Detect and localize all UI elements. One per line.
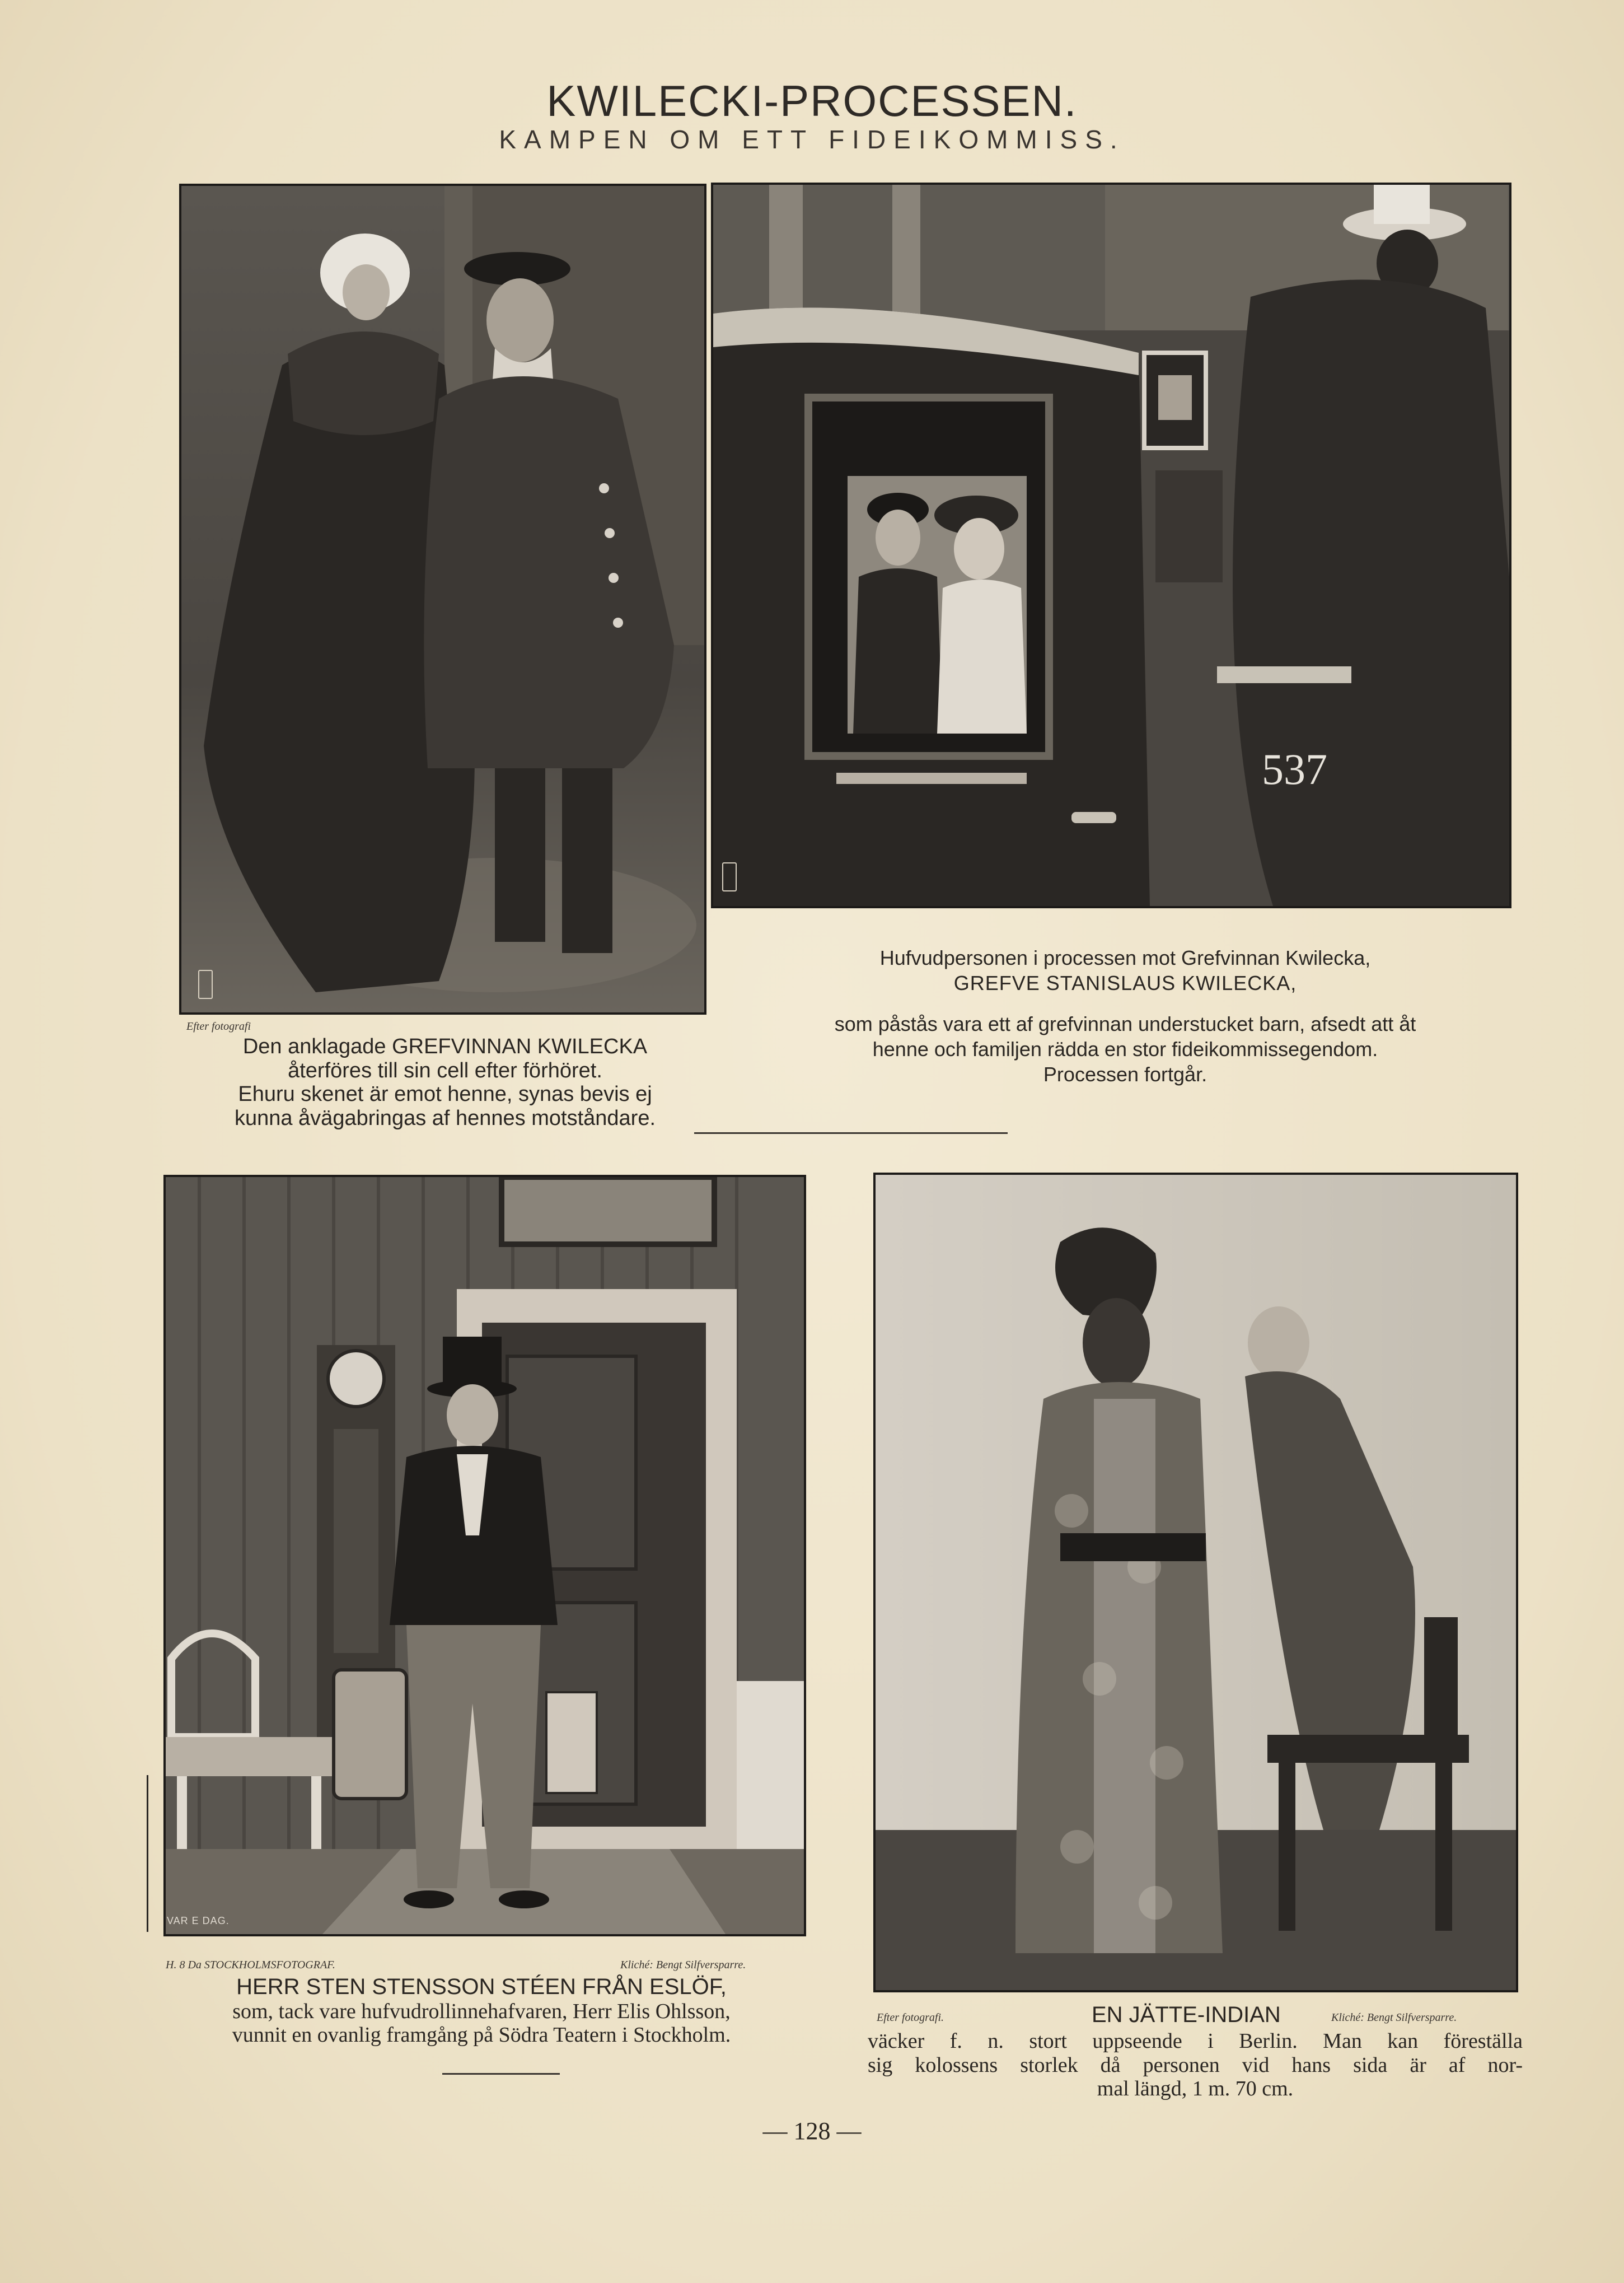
credit-bottom-right: Efter fotografi. bbox=[877, 2011, 944, 2024]
caption-line: väcker f. n. stort uppseende i Berlin. Man kan föreställa bbox=[868, 2029, 1523, 2053]
photo-count-stanislaus bbox=[711, 183, 1511, 908]
photo-giant-illustration bbox=[876, 1175, 1516, 1990]
photo-sten-stensson bbox=[163, 1175, 806, 1936]
photo-giant-indian bbox=[873, 1173, 1518, 1992]
caption-line: Processen fortgår. bbox=[1043, 1063, 1208, 1086]
caption-bottom-left bbox=[157, 1974, 806, 2047]
photo-stage-illustration bbox=[166, 1177, 804, 1934]
margin-line bbox=[147, 1775, 148, 1932]
caption-line: sig kolossens storlek då personen vid hans sida är af nor- bbox=[868, 2053, 1523, 2077]
divider-rule bbox=[694, 1132, 1008, 1134]
caption-line: mal längd, 1 m. 70 cm. bbox=[1097, 2077, 1294, 2101]
photo-watermark: VAR E DAG. bbox=[167, 1915, 230, 1926]
photo-stamp-icon bbox=[198, 970, 213, 999]
photo-stamp-icon bbox=[722, 862, 737, 891]
divider-rule bbox=[442, 2073, 560, 2075]
caption-heading: HERR STEN STENSSON STÉEN FRÅN ESLÖF, bbox=[236, 1974, 727, 1999]
page-title: KWILECKI-PROCESSEN. bbox=[546, 76, 1078, 125]
cliche-bottom-right: Kliché: Bengt Silfversparre. bbox=[1331, 2011, 1457, 2024]
caption-line: kunna åvägabringas af hennes motståndare. bbox=[234, 1106, 656, 1130]
photo-carriage-illustration bbox=[713, 185, 1509, 906]
caption-line: henne och familjen rädda en stor fideikommissegendom. bbox=[872, 1038, 1378, 1061]
caption-line: som påstås vara ett af grefvinnan understucket barn, afsedt att åt bbox=[834, 1012, 1416, 1035]
plate-number: 537 bbox=[1262, 745, 1327, 793]
caption-heading: EN JÄTTE-INDIAN bbox=[1092, 2002, 1281, 2027]
page-subtitle: KAMPEN OM ETT FIDEIKOMMISS. bbox=[499, 125, 1125, 154]
caption-top-left bbox=[185, 1035, 705, 1130]
photo-countess-kwilecka bbox=[179, 184, 706, 1015]
caption-bottom-right bbox=[868, 2029, 1523, 2101]
caption-line: Den anklagade GREFVINNAN KWILECKA bbox=[242, 1035, 648, 1058]
credit-bottom-left: H. 8 Da STOCKHOLMSFOTOGRAF. bbox=[166, 1959, 335, 1971]
caption-line: Hufvudpersonen i processen mot Grefvinnan Kwilecka, bbox=[879, 946, 1371, 969]
caption-line: vunnit en ovanlig framgång på Södra Teatern i Stockholm. bbox=[232, 2023, 731, 2047]
caption-heading: GREFVE STANISLAUS KWILECKA, bbox=[953, 972, 1297, 995]
caption-line: återföres till sin cell efter förhöret. bbox=[288, 1058, 602, 1082]
caption-line: Ehuru skenet är emot henne, synas bevis ej bbox=[238, 1082, 652, 1107]
cliche-bottom-left: Kliché: Bengt Silfversparre. bbox=[620, 1959, 746, 1971]
page-number: — 128 — bbox=[762, 2117, 862, 2145]
caption-line: som, tack vare hufvudrollinnehafvaren, Herr Elis Ohlsson, bbox=[232, 1999, 731, 2023]
photo-countess-illustration bbox=[181, 186, 704, 1012]
caption-top-right bbox=[745, 945, 1506, 1087]
credit-top-left: Efter fotografi bbox=[186, 1020, 251, 1033]
